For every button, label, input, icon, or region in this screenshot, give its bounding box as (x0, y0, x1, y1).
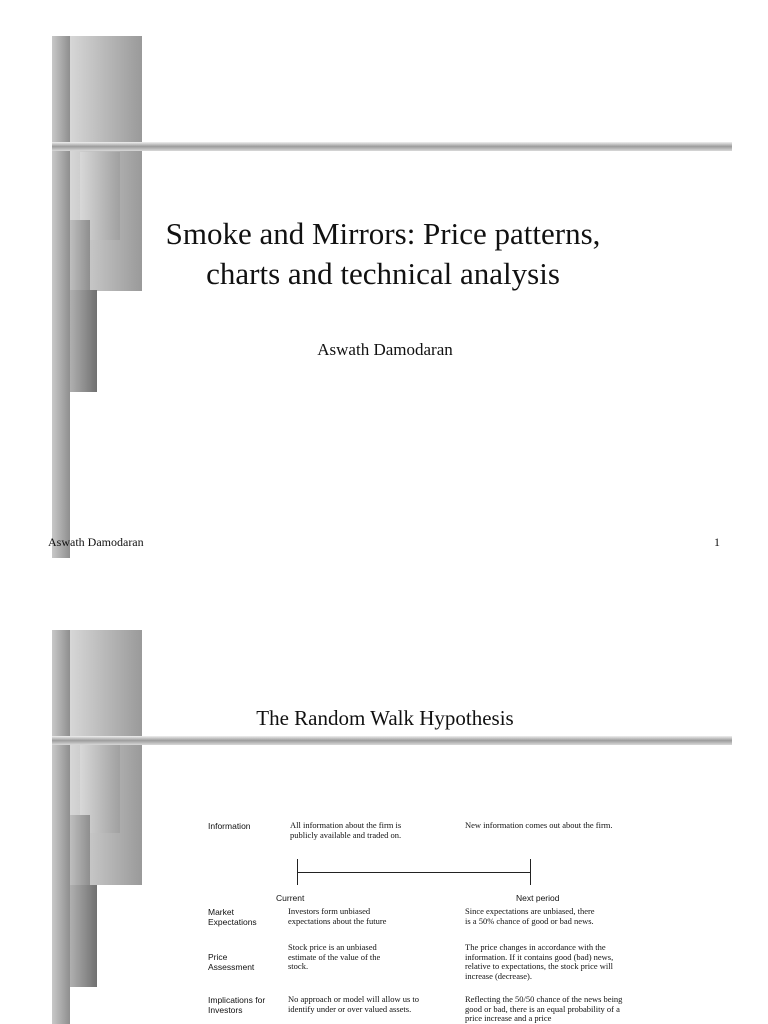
price-assessment-current-text: Stock price is an unbiased estimate of the value of the stock. (288, 942, 381, 971)
author-name: Aswath Damodaran (317, 340, 453, 359)
information-next-text: New information comes out about the firm. (465, 820, 613, 830)
decorative-block (70, 290, 97, 392)
decorative-block (52, 36, 70, 558)
page-number: 1 (714, 535, 720, 549)
timeline-current-label: Current (276, 893, 305, 903)
price-assessment-next-text: The price changes in accordance with the information. If it contains good (bad) news, relative to expectations, the stock price will increase (decrease). (465, 942, 614, 981)
row-label-information: Information (208, 821, 251, 831)
title-line-1: Smoke and Mirrors: Price patterns, (165, 216, 601, 251)
row-label-market-expectations: Market Expectations (208, 907, 257, 927)
market-expectations-next-text: Since expectations are unbiased, there is a 50% chance of good or bad news. (465, 906, 595, 926)
row-label-implications: Implications for Investors (208, 995, 266, 1015)
timeline-end-tick (530, 859, 531, 885)
footer-author: Aswath Damodaran (48, 535, 144, 549)
implications-current-text: No approach or model will allow us to identify under or over valued assets. (288, 994, 420, 1014)
timeline-next-label: Next period (516, 893, 560, 903)
timeline-line (297, 872, 530, 873)
title-rule (52, 142, 732, 151)
slide-2 (0, 590, 768, 1024)
slide-title: The Random Walk Hypothesis (256, 706, 514, 730)
title-line-2: charts and technical analysis (206, 256, 560, 291)
decorative-block (52, 630, 70, 1024)
market-expectations-current-text: Investors form unbiased expectations about the future (288, 906, 387, 926)
decorative-block (70, 885, 97, 987)
implications-next-text: Reflecting the 50/50 chance of the news being good or bad, there is an equal probability of a price increase and a price (465, 994, 623, 1023)
slide-title (100, 214, 666, 294)
title-rule (52, 736, 732, 745)
row-label-price-assessment: Price Assessment (208, 952, 255, 972)
information-current-text: All information about the firm is publicly available and traded on. (290, 820, 402, 840)
